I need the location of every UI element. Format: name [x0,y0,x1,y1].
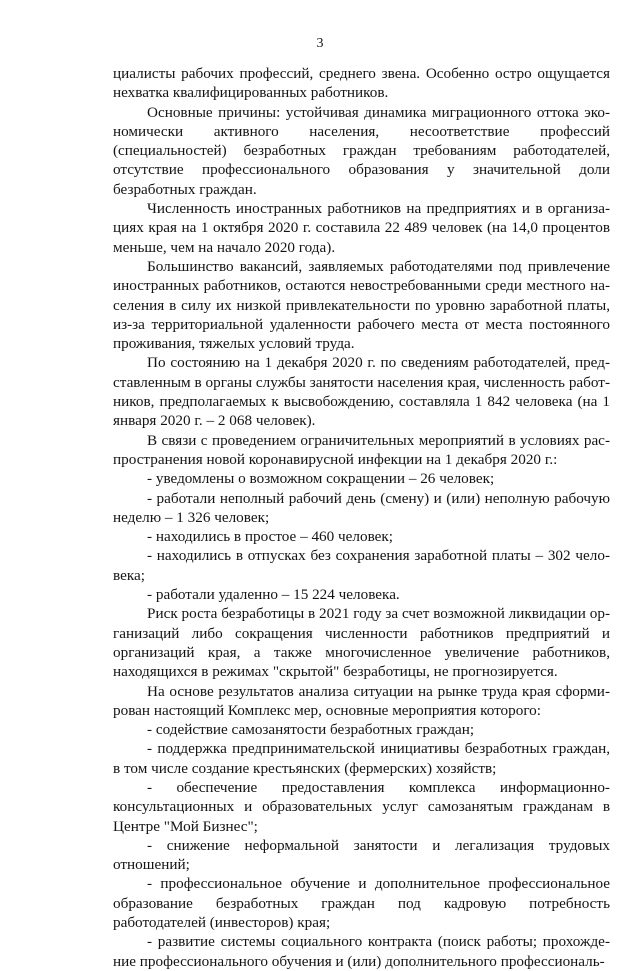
document-body [113,64,610,971]
list-item-7: - поддержка предпринимательской инициативы безработных граждан, в том числе создание крестьянских (фермерских) хозяйств; [113,740,610,777]
list-item-8: - обеспечение предоставления комплекса информационно-консультационных и образовательных услуг самозанятым гражданам в Центре "Мой Бизнес"; [113,778,610,835]
paragraph-8: На основе результатов анализа ситуации на рынке труда края сформирован настоящий Комплекс мер, основные мероприятия которого: [113,682,610,719]
list-item-11: - развитие системы социального контракта (поиск работы; прохождение профессионального обучения и (или) дополнительного профессиональ- [113,933,610,970]
list-item-1: - уведомлены о возможном сокращении – 26 человек; [147,470,495,488]
paragraph-2: Основные причины: устойчивая динамика миграционного оттока экономически активного населения, несоответствие профессий (специальностей) безработных граждан требованиям работодателей, отсутствие профессионального образования у значительной доли безработных граждан. [113,103,610,198]
paragraph-5: По состоянию на 1 декабря 2020 г. по сведениям работодателей, представленным в органы службы занятости населения края, численность работников, предполагаемых к высвобождению, составляла 1 842 человека (на 1 января 2020 г. – 2 068 человек). [113,354,610,430]
list-item-4: - находились в отпусках без сохранения заработной платы – 302 человека; [113,547,610,584]
list-item-6: - содействие самозанятости безработных граждан; [147,721,475,739]
list-item-5: - работали удаленно – 15 224 человека. [147,586,400,604]
paragraph-1: циалисты рабочих профессий, среднего звена. Особенно остро ощущается нехватка квалифицированных работников. [113,65,610,102]
paragraph-7: Риск роста безработицы в 2021 году за счет возможной ликвидации организаций либо сокращения численности работников предприятий и организаций края, а также многочисленное увеличение работников, находящихся в режимах "скрытой" безработицы, не прогнозируется. [113,605,610,681]
paragraph-4: Большинство вакансий, заявляемых работодателями под привлечение иностранных работников, остаются невостребованными среди местного населения в силу их низкой привлекательности по уровню заработной платы, из-за территориальной удаленности рабочего места от места постоянного проживания, тяжелых условий труда. [113,257,610,353]
list-item-9: - снижение неформальной занятости и легализация трудовых отношений; [113,836,610,874]
list-item-2: - работали неполный рабочий день (смену) и (или) неполную рабочую неделю – 1 326 человек; [113,489,610,526]
list-item-3: - находились в простое – 460 человек; [147,528,394,546]
list-item-10: - профессиональное обучение и дополнительное профессиональное образование безработных граждан под кадровую потребность работодателей (инвесторов) края; [113,875,610,932]
paragraph-3: Численность иностранных работников на предприятиях и в организациях края на 1 октября 2020 г. составила 22 489 человек (на 14,0 процентов меньше, чем на начало 2020 года). [113,200,610,256]
paragraph-6: В связи с проведением ограничительных мероприятий в условиях распространения новой коронавирусной инфекции на 1 декабря 2020 г.: [113,431,610,468]
page-number: 3 [316,36,324,51]
